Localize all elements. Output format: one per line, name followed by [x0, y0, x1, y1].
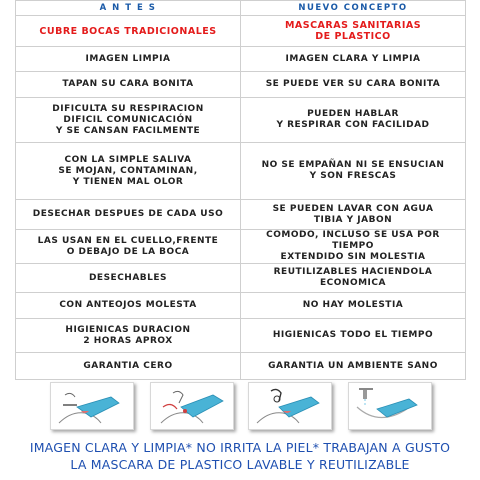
- table-row: [16, 98, 466, 143]
- cell-after: NO HAY MOLESTIA: [241, 293, 466, 319]
- table-row: [16, 264, 466, 293]
- mask-washing-illustration: [348, 382, 432, 430]
- table-row: [16, 143, 466, 200]
- table-header-row: [16, 1, 466, 16]
- table-row: [16, 293, 466, 319]
- cell-before: DESECHABLES: [16, 264, 241, 293]
- cell-after: IMAGEN CLARA Y LIMPIA: [241, 47, 466, 72]
- cell-after: REUTILIZABLES HACIENDOLA ECONOMICA: [241, 264, 466, 293]
- cell-before: IMAGEN LIMPIA: [16, 47, 241, 72]
- cell-before: DIFICULTA SU RESPIRACION DIFICIL COMUNICACIÓN Y SE CANSAN FACILMENTE: [16, 98, 241, 143]
- subheader-before: CUBRE BOCAS TRADICIONALES: [16, 16, 241, 47]
- cell-before: HIGIENICAS DURACION 2 HORAS APROX: [16, 319, 241, 353]
- comparison-table: [15, 0, 466, 380]
- cell-before: CON LA SIMPLE SALIVA SE MOJAN, CONTAMINAN, Y TIENEN MAL OLOR: [16, 143, 241, 200]
- cell-after: SE PUEDE VER SU CARA BONITA: [241, 72, 466, 98]
- table-subheader-row: [16, 16, 466, 47]
- header-before: A N T E S: [16, 1, 241, 16]
- table-row: [16, 72, 466, 98]
- cell-before: DESECHAR DESPUES DE CADA USO: [16, 200, 241, 230]
- mask-on-face-illustration-2: [150, 382, 234, 430]
- cell-after: PUEDEN HABLAR Y RESPIRAR CON FACILIDAD: [241, 98, 466, 143]
- cell-after: SE PUEDEN LAVAR CON AGUA TIBIA Y JABON: [241, 200, 466, 230]
- table-row: [16, 47, 466, 72]
- cell-before: CON ANTEOJOS MOLESTA: [16, 293, 241, 319]
- caption-line-1: IMAGEN CLARA Y LIMPIA* NO IRRITA LA PIEL* TRABAJAN A GUSTO: [29, 440, 451, 455]
- caption-line-2: LA MASCARA DE PLASTICO LAVABLE Y REUTILIZABLE: [70, 457, 410, 472]
- mask-on-face-illustration-1: [50, 382, 134, 430]
- cell-before: GARANTIA CERO: [16, 353, 241, 380]
- header-after: NUEVO CONCEPTO: [241, 1, 466, 16]
- cell-before: TAPAN SU CARA BONITA: [16, 72, 241, 98]
- table-row: [16, 200, 466, 230]
- cell-after: HIGIENICAS TODO EL TIEMPO: [241, 319, 466, 353]
- cell-after: COMODO, INCLUSO SE USA POR TIEMPO EXTENDIDO SIN MOLESTIA: [241, 230, 466, 264]
- subheader-after: MASCARAS SANITARIAS DE PLASTICO: [241, 16, 466, 47]
- table-row: [16, 353, 466, 380]
- table-row: [16, 319, 466, 353]
- cell-after: GARANTIA UN AMBIENTE SANO: [241, 353, 466, 380]
- illustration-strip: [50, 382, 430, 432]
- mask-on-face-illustration-3: [248, 382, 332, 430]
- table-row: [16, 230, 466, 264]
- cell-before: LAS USAN EN EL CUELLO,FRENTE O DEBAJO DE LA BOCA: [16, 230, 241, 264]
- cell-after: NO SE EMPAÑAN NI SE ENSUCIAN Y SON FRESCAS: [241, 143, 466, 200]
